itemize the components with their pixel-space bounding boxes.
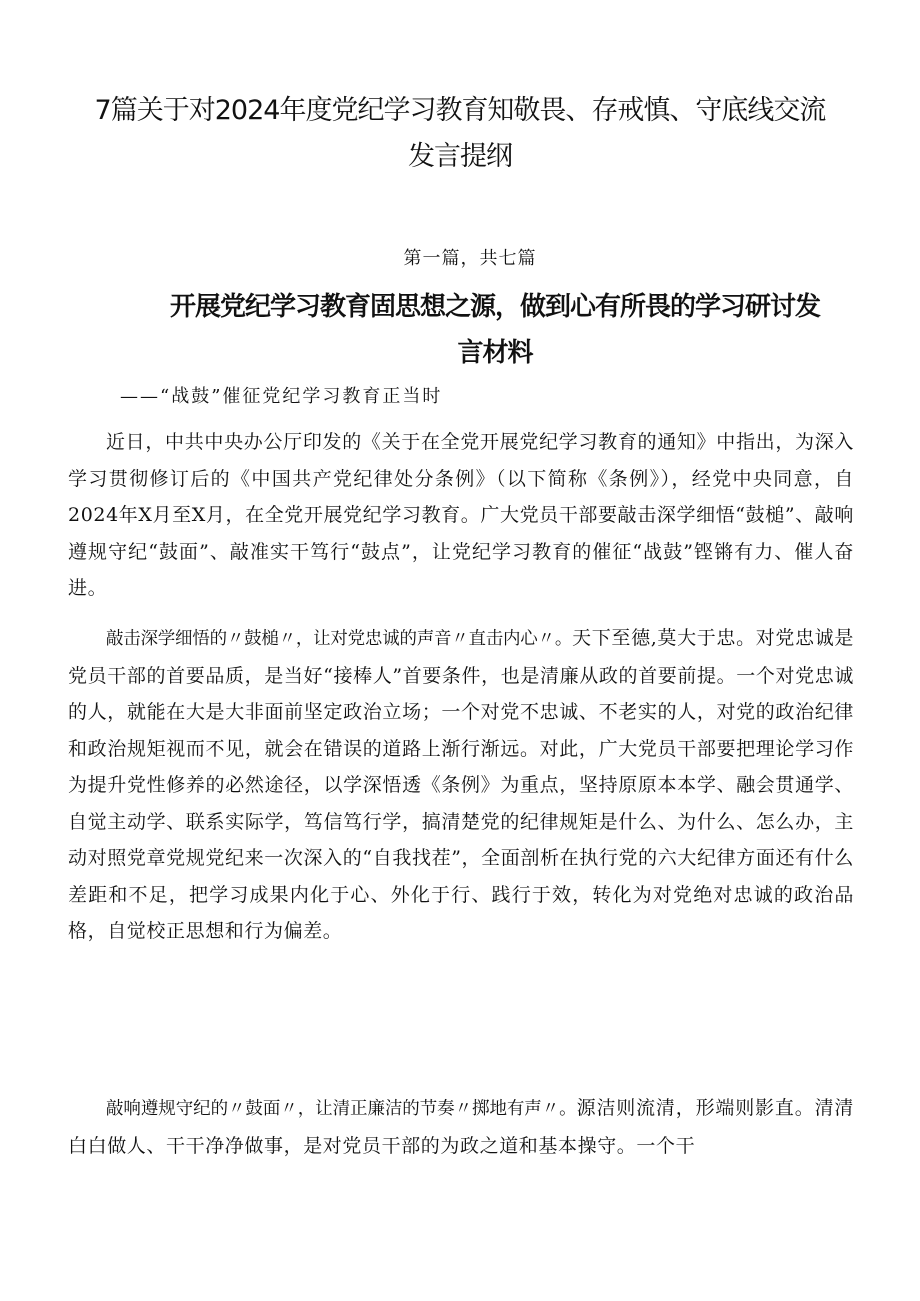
paragraph-2	[68, 620, 854, 950]
article-subtitle: ——“战鼓”催征党纪学习教育正当时	[120, 386, 443, 407]
document-title-line-1: 7篇关于对2024年度党纪学习教育知敬畏、存戒慎、守底线交流	[94, 95, 826, 126]
paragraph-3-body: 源洁则流清，形端则影直。清清白白做人、干干净净做事，是对党员干部的为政之道和基本操守。一个干	[68, 1097, 854, 1157]
paragraph-3	[68, 1090, 854, 1164]
document-title	[60, 88, 860, 180]
paragraph-3-lead: 敲响遵规守纪的〃鼓面〃，让清正廉洁的节奏〃掷地有声〃。	[106, 1099, 577, 1119]
article-title-line-1: 开展党纪学习教育固思想之源，做到心有所畏的学习研讨发	[169, 292, 820, 322]
article-title-line-2: 言材料	[457, 338, 533, 368]
paragraph-2-body: 天下至德,莫大于忠。对党忠诚是党员干部的首要品质，是当好“接棒人”首要条件，也是清廉从政的首要前提。一个对党忠诚的人，就能在大是大非面前坚定政治立场；一个对党不忠诚、不老实的人，对党的政治纪律和政治规矩视而不见，就会在错误的道路上渐行渐远。对此，广大党员干部要把理论学习作为提升党性修养的必然途径，以学深悟透《条例》为重点，坚持原原本本学、融会贯通学、自觉主动学、联系实际学，笃信笃行学，搞清楚党的纪律规矩是什么、为什么、怎么办，主动对照党章党规党纪来一次深入的“自我找茬”，全面剖析在执行党的六大纪律方面还有什么差距和不足，把学习成果内化于心、外化于行、践行于效，转化为对党绝对忠诚的政治品格，自觉校正思想和行为偏差。	[68, 627, 854, 942]
section-label: 第一篇，共七篇	[403, 248, 537, 269]
document-title-line-2: 发言提纲	[408, 141, 512, 172]
paragraph-2-lead: 敲击深学细悟的〃鼓槌〃，让对党忠诚的声音〃直击内心〃。	[106, 629, 573, 649]
paragraph-1: 近日，中共中央办公厅印发的《关于在全党开展党纪学习教育的通知》中指出，为深入学习贯彻修订后的《中国共产党纪律处分条例》（以下简称《条例》），经党中央同意，自2024年X月至X月，在全党开展党纪学习教育。广大党员干部要敲击深学细悟“鼓槌”、敲响遵规守纪“鼓面”、敲准实干笃行“鼓点”，让党纪学习教育的催征“战鼓”铿锵有力、催人奋进。	[68, 431, 854, 599]
article-title	[100, 284, 890, 376]
